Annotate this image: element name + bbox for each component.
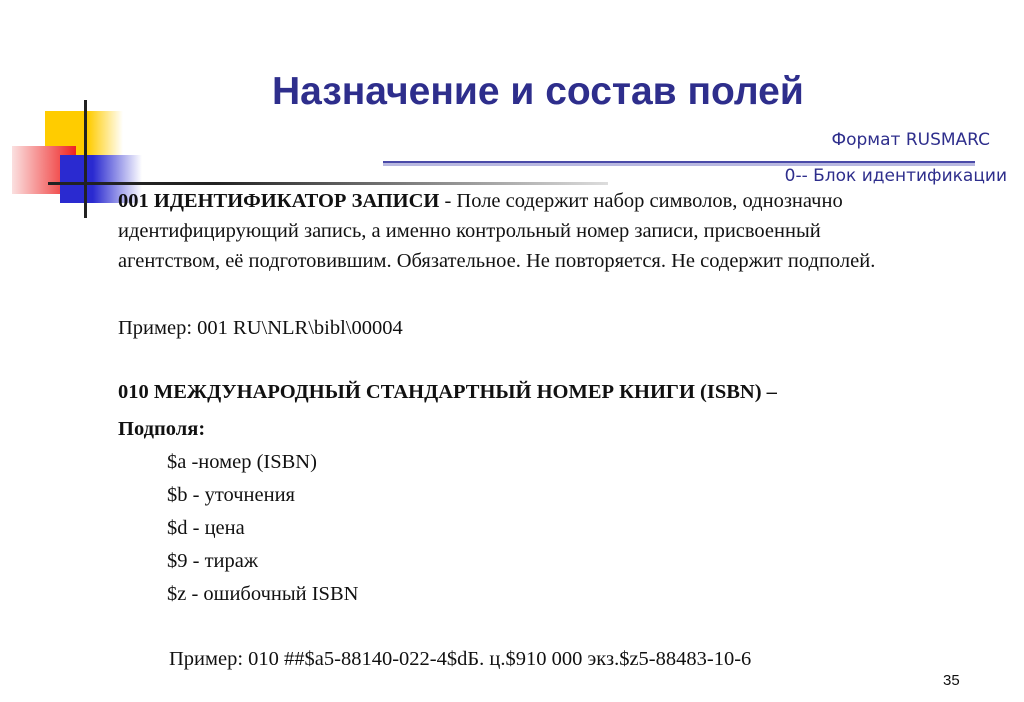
field-001-label: 001 ИДЕНТИФИКАТОР ЗАПИСИ (118, 190, 440, 212)
field-001-example: Пример: 001 RU\NLR\bibl\00004 (118, 317, 403, 339)
decor-horizontal-line (48, 182, 608, 185)
subfield-item: $b - уточнения (167, 484, 295, 506)
subfield-item: $d - цена (167, 517, 245, 539)
block-label: 0-- Блок идентификации (784, 166, 1007, 186)
decor-vertical-line (84, 100, 87, 218)
field-001-text: - Поле содержит набор символов, однозначно идентифицирующий запись, а именно контрольный номер записи, присвоенный агентством, её подготовившим. Обязательное. Не повторяется. Не содержит подполей. (118, 190, 876, 272)
field-010-label: 010 МЕЖДУНАРОДНЫЙ СТАНДАРТНЫЙ НОМЕР КНИГИ (ISBN) – (118, 381, 777, 403)
subfields-label: Подполя: (118, 418, 206, 440)
page-number: 35 (943, 672, 960, 689)
subfield-item: $a -номер (ISBN) (167, 451, 317, 473)
field-010-example: Пример: 010 ##$a5-88140-022-4$dБ. ц.$910 000 экз.$z5-88483-10-6 (169, 648, 752, 670)
subfield-item: $z - ошибочный ISBN (167, 583, 359, 605)
subfield-item: $9 - тираж (167, 550, 259, 572)
field-001-description (118, 186, 918, 276)
slide-title: Назначение и состав полей (272, 70, 804, 113)
format-label: Формат RUSMARC (831, 130, 990, 150)
